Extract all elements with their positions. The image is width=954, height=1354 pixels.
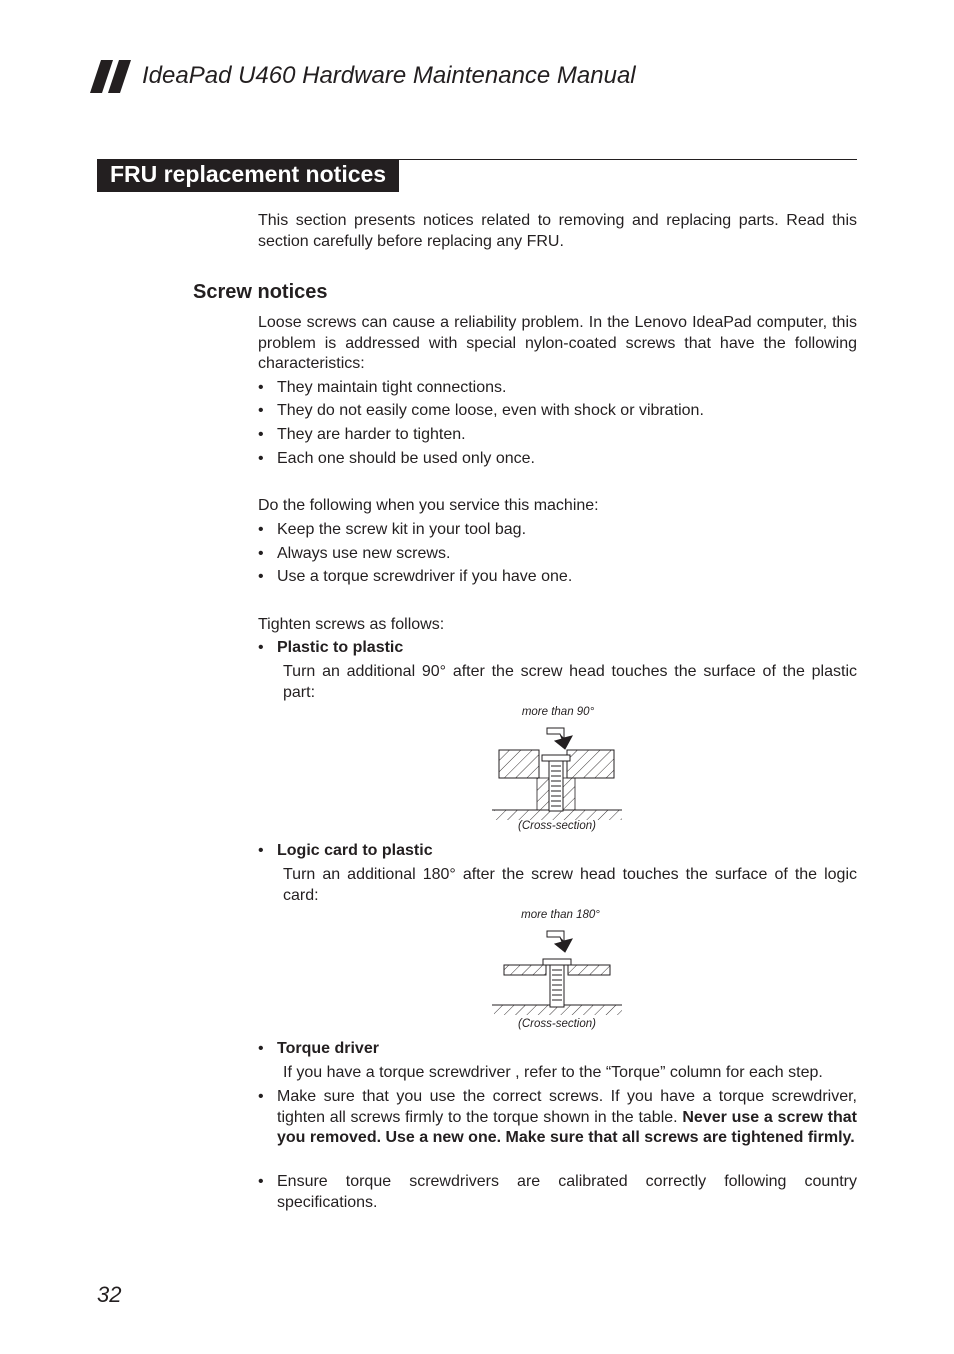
section-heading: FRU replacement notices xyxy=(97,159,399,192)
document-title: IdeaPad U460 Hardware Maintenance Manual xyxy=(142,62,636,89)
list-item-title: • Plastic to plastic xyxy=(258,639,404,656)
list-item: • Always use new screws. xyxy=(258,545,451,562)
list-item: • They are harder to tighten. xyxy=(258,426,466,443)
list-item: • Ensure torque screwdrivers are calibrated correctly following country specifications. xyxy=(258,1173,857,1211)
figure-label: more than 90° xyxy=(521,706,595,718)
logic-card-screw-diagram xyxy=(492,925,622,1020)
figure-caption: (Cross-section) xyxy=(518,1018,596,1030)
list-item-title: • Torque driver xyxy=(258,1040,379,1057)
torque-instructions: If you have a torque screwdriver , refer to the “Torque” column for each step. xyxy=(283,1064,823,1081)
figure-label: more than 180° xyxy=(521,909,600,921)
list-item-title: • Logic card to plastic xyxy=(258,842,433,859)
logic-instructions: Turn an additional 180° after the screw head touches the surface of the logic card: xyxy=(283,866,857,904)
header-slash-logo xyxy=(90,60,134,94)
tighten-intro: Tighten screws as follows: xyxy=(258,616,445,633)
service-intro: Do the following when you service this machine: xyxy=(258,497,599,514)
list-item: • They do not easily come loose, even with shock or vibration. xyxy=(258,402,704,419)
figure-caption: (Cross-section) xyxy=(518,820,596,832)
list-item: • Use a torque screwdriver if you have one. xyxy=(258,568,573,585)
list-item: • They maintain tight connections. xyxy=(258,379,507,396)
plastic-instructions: Turn an additional 90° after the screw head touches the surface of the plastic part: xyxy=(283,663,857,701)
list-item: • Make sure that you use the correct screws. If you have a torque screwdriver, tighten all screws firmly to the torque shown in the table. Never use a screw that you removed. Use a new one. Make sure that all screws are tightened firmly. xyxy=(258,1088,858,1146)
screw-intro: Loose screws can cause a reliability problem. In the Lenovo IdeaPad computer, this problem is addressed with special nylon-coated screws that have the following characteristics: xyxy=(258,314,857,372)
plastic-screw-diagram xyxy=(492,722,622,822)
page-number: 32 xyxy=(97,1282,122,1307)
section-intro: This section presents notices related to removing and replacing parts. Read this section carefully before replacing any FRU. xyxy=(258,212,857,250)
list-item: • Keep the screw kit in your tool bag. xyxy=(258,521,527,538)
subsection-heading: Screw notices xyxy=(193,281,328,303)
list-item: • Each one should be used only once. xyxy=(258,450,535,467)
